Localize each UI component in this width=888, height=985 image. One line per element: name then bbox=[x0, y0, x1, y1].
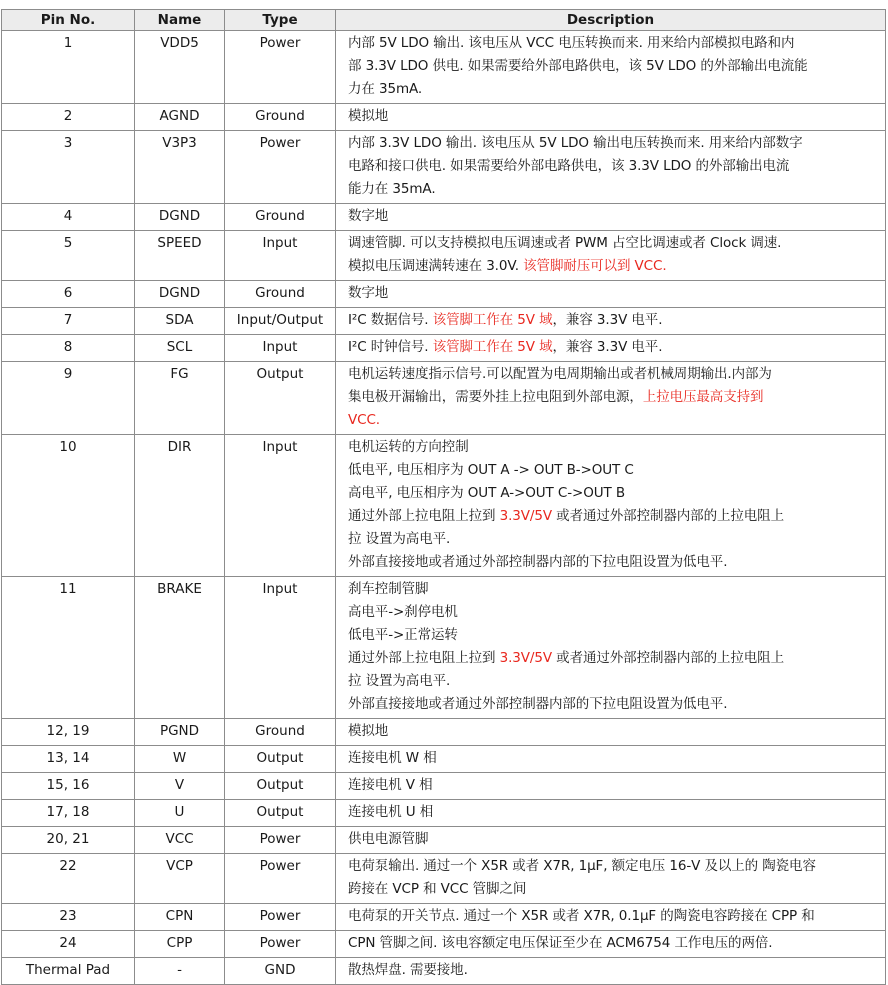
description-text: 能力在 35mA. bbox=[348, 181, 436, 197]
table-row bbox=[2, 746, 886, 773]
header-pin-no: Pin No. bbox=[2, 10, 135, 31]
highlight-text: 3.3V/5V bbox=[499, 508, 552, 524]
pin-type-cell: Ground bbox=[225, 204, 336, 231]
pin-description-cell bbox=[336, 281, 886, 308]
highlight-text: 该管脚工作在 5V 域 bbox=[432, 312, 553, 328]
description-text: 供电电源管脚 bbox=[348, 831, 429, 847]
description-text: 刹车控制管脚 bbox=[348, 581, 429, 597]
pin-description-cell bbox=[336, 931, 886, 958]
description-text: 通过外部上拉电阻上拉到 bbox=[348, 508, 500, 524]
description-line bbox=[348, 436, 881, 459]
description-text: 内部 3.3V LDO 输出. 该电压从 5V LDO 输出电压转换而来. 用来给内部数字 bbox=[348, 135, 803, 151]
pin-number-cell: 4 bbox=[2, 204, 135, 231]
pin-name-cell: VDD5 bbox=[135, 31, 225, 104]
description-line bbox=[348, 482, 881, 505]
description-text: 电机运转速度指示信号.可以配置为电周期输出或者机械周期输出.内部为 bbox=[348, 366, 772, 382]
description-line bbox=[348, 774, 881, 797]
table-row bbox=[2, 31, 886, 104]
description-text: 电荷泵的开关节点. 通过一个 X5R 或者 X7R, 0.1μF 的陶瓷电容跨接在 CPP 和 bbox=[348, 908, 815, 924]
pin-description-cell bbox=[336, 131, 886, 204]
pin-type-cell: Power bbox=[225, 904, 336, 931]
description-text: I²C 数据信号. bbox=[348, 312, 433, 328]
pin-number-cell: 13, 14 bbox=[2, 746, 135, 773]
pin-type-cell: Input bbox=[225, 577, 336, 719]
pin-number-cell: 12, 19 bbox=[2, 719, 135, 746]
pin-type-cell: Ground bbox=[225, 281, 336, 308]
description-line bbox=[348, 336, 881, 359]
pin-description-cell bbox=[336, 308, 886, 335]
pin-name-cell: SPEED bbox=[135, 231, 225, 281]
highlight-text: 该管脚工作在 5V 域 bbox=[432, 339, 553, 355]
description-text: 模拟地 bbox=[348, 723, 389, 739]
description-text: 数字地 bbox=[348, 285, 389, 301]
pin-number-cell: 5 bbox=[2, 231, 135, 281]
pin-number-cell: 10 bbox=[2, 435, 135, 577]
table-row bbox=[2, 854, 886, 904]
pin-number-cell: Thermal Pad bbox=[2, 958, 135, 985]
table-row bbox=[2, 435, 886, 577]
header-name: Name bbox=[135, 10, 225, 31]
pin-number-cell: 24 bbox=[2, 931, 135, 958]
description-text: 连接电机 V 相 bbox=[348, 777, 433, 793]
highlight-text: 该管脚耐压可以到 VCC. bbox=[523, 258, 667, 274]
description-text: 外部直接接地或者通过外部控制器内部的下拉电阻设置为低电平. bbox=[348, 554, 728, 570]
description-text: I²C 时钟信号. bbox=[348, 339, 433, 355]
description-text: 低电平->正常运转 bbox=[348, 627, 458, 643]
description-text: 高电平, 电压相序为 OUT A->OUT C->OUT B bbox=[348, 485, 625, 501]
description-text: 低电平, 电压相序为 OUT A -> OUT B->OUT C bbox=[348, 462, 634, 478]
header-type: Type bbox=[225, 10, 336, 31]
description-line bbox=[348, 78, 881, 101]
description-line bbox=[348, 905, 881, 928]
description-line bbox=[348, 409, 881, 432]
table-row bbox=[2, 231, 886, 281]
table-row bbox=[2, 827, 886, 854]
description-text: 通过外部上拉电阻上拉到 bbox=[348, 650, 500, 666]
description-text: 力在 35mA. bbox=[348, 81, 423, 97]
description-text: 集电极开漏输出，需要外挂上拉电阻到外部电源， bbox=[348, 389, 643, 405]
description-line bbox=[348, 205, 881, 228]
description-line bbox=[348, 693, 881, 716]
pin-type-cell: Output bbox=[225, 746, 336, 773]
pin-description-cell bbox=[336, 773, 886, 800]
table-row bbox=[2, 104, 886, 131]
description-line bbox=[348, 255, 881, 278]
pin-name-cell: BRAKE bbox=[135, 577, 225, 719]
description-line bbox=[348, 670, 881, 693]
description-text: 散热焊盘. 需要接地. bbox=[348, 962, 468, 978]
pin-description-cell bbox=[336, 958, 886, 985]
description-text: 拉 设置为高电平. bbox=[348, 673, 451, 689]
description-line bbox=[348, 363, 881, 386]
table-header-row bbox=[2, 10, 886, 31]
description-line bbox=[348, 155, 881, 178]
pin-description-cell bbox=[336, 204, 886, 231]
table-row bbox=[2, 308, 886, 335]
pin-name-cell: DIR bbox=[135, 435, 225, 577]
pin-description-cell bbox=[336, 904, 886, 931]
pin-description-cell bbox=[336, 335, 886, 362]
description-text: 或者通过外部控制器内部的上拉电阻上 bbox=[551, 508, 784, 524]
description-line bbox=[348, 309, 881, 332]
pin-number-cell: 2 bbox=[2, 104, 135, 131]
pin-name-cell: W bbox=[135, 746, 225, 773]
description-line bbox=[348, 624, 881, 647]
pin-name-cell: SDA bbox=[135, 308, 225, 335]
pin-description-cell bbox=[336, 435, 886, 577]
pin-name-cell: DGND bbox=[135, 204, 225, 231]
pin-name-cell: SCL bbox=[135, 335, 225, 362]
table-row bbox=[2, 204, 886, 231]
description-line bbox=[348, 132, 881, 155]
description-line bbox=[348, 855, 881, 878]
description-text: 高电平->刹停电机 bbox=[348, 604, 458, 620]
description-line bbox=[348, 178, 881, 201]
description-text: 连接电机 U 相 bbox=[348, 804, 434, 820]
pin-type-cell: Input/Output bbox=[225, 308, 336, 335]
pin-type-cell: GND bbox=[225, 958, 336, 985]
pin-type-cell: Output bbox=[225, 362, 336, 435]
description-text: 电荷泵输出. 通过一个 X5R 或者 X7R, 1μF, 额定电压 16-V 及以上的 陶瓷电容 bbox=[348, 858, 816, 874]
description-text: 拉 设置为高电平. bbox=[348, 531, 451, 547]
description-line bbox=[348, 878, 881, 901]
pin-description-cell bbox=[336, 827, 886, 854]
table-row bbox=[2, 904, 886, 931]
pin-type-cell: Power bbox=[225, 31, 336, 104]
description-text: CPN 管脚之间. 该电容额定电压保证至少在 ACM6754 工作电压的两倍. bbox=[348, 935, 773, 951]
pin-number-cell: 7 bbox=[2, 308, 135, 335]
description-text: 数字地 bbox=[348, 208, 389, 224]
pin-type-cell: Input bbox=[225, 335, 336, 362]
pin-name-cell: - bbox=[135, 958, 225, 985]
description-line bbox=[348, 232, 881, 255]
description-text: 电机运转的方向控制 bbox=[348, 439, 469, 455]
table-row bbox=[2, 362, 886, 435]
pin-type-cell: Power bbox=[225, 931, 336, 958]
description-text: 部 3.3V LDO 供电. 如果需要给外部电路供电，该 5V LDO 的外部输出电流能 bbox=[348, 58, 808, 74]
pin-name-cell: VCP bbox=[135, 854, 225, 904]
pin-name-cell: V3P3 bbox=[135, 131, 225, 204]
pin-description-cell bbox=[336, 231, 886, 281]
table-row bbox=[2, 577, 886, 719]
description-text: 模拟地 bbox=[348, 108, 389, 124]
description-line bbox=[348, 386, 881, 409]
pin-name-cell: U bbox=[135, 800, 225, 827]
pin-name-cell: CPP bbox=[135, 931, 225, 958]
description-line bbox=[348, 551, 881, 574]
description-line bbox=[348, 801, 881, 824]
description-text: ，兼容 3.3V 电平. bbox=[552, 339, 663, 355]
description-line bbox=[348, 601, 881, 624]
pin-name-cell: PGND bbox=[135, 719, 225, 746]
pin-number-cell: 11 bbox=[2, 577, 135, 719]
pin-name-cell: AGND bbox=[135, 104, 225, 131]
description-text: 调速管脚. 可以支持模拟电压调速或者 PWM 占空比调速或者 Clock 调速. bbox=[348, 235, 782, 251]
pin-number-cell: 6 bbox=[2, 281, 135, 308]
table-body bbox=[2, 31, 886, 985]
pin-number-cell: 3 bbox=[2, 131, 135, 204]
description-text: 模拟电压调速满转速在 3.0V. bbox=[348, 258, 524, 274]
description-line bbox=[348, 959, 881, 982]
description-line bbox=[348, 459, 881, 482]
pin-number-cell: 23 bbox=[2, 904, 135, 931]
pin-type-cell: Ground bbox=[225, 104, 336, 131]
description-line bbox=[348, 505, 881, 528]
description-text: 外部直接接地或者通过外部控制器内部的下拉电阻设置为低电平. bbox=[348, 696, 728, 712]
highlight-text: 3.3V/5V bbox=[499, 650, 552, 666]
description-text: 内部 5V LDO 输出. 该电压从 VCC 电压转换而来. 用来给内部模拟电路和内 bbox=[348, 35, 795, 51]
description-line bbox=[348, 105, 881, 128]
pin-name-cell: VCC bbox=[135, 827, 225, 854]
pin-name-cell: CPN bbox=[135, 904, 225, 931]
pin-number-cell: 20, 21 bbox=[2, 827, 135, 854]
pin-type-cell: Power bbox=[225, 131, 336, 204]
description-line bbox=[348, 747, 881, 770]
description-line bbox=[348, 55, 881, 78]
description-line bbox=[348, 932, 881, 955]
table-row bbox=[2, 800, 886, 827]
description-line bbox=[348, 647, 881, 670]
table-row bbox=[2, 958, 886, 985]
description-line bbox=[348, 578, 881, 601]
table-row bbox=[2, 281, 886, 308]
table-row bbox=[2, 335, 886, 362]
description-line bbox=[348, 282, 881, 305]
pin-number-cell: 1 bbox=[2, 31, 135, 104]
table-row bbox=[2, 931, 886, 958]
description-text: 连接电机 W 相 bbox=[348, 750, 437, 766]
pin-description-cell bbox=[336, 746, 886, 773]
pin-number-cell: 8 bbox=[2, 335, 135, 362]
pin-description-cell bbox=[336, 800, 886, 827]
pin-number-cell: 22 bbox=[2, 854, 135, 904]
description-line bbox=[348, 528, 881, 551]
table-row bbox=[2, 131, 886, 204]
highlight-text: 上拉电压最高支持到 bbox=[642, 389, 764, 405]
description-text: ，兼容 3.3V 电平. bbox=[552, 312, 663, 328]
pin-description-cell bbox=[336, 104, 886, 131]
table-row bbox=[2, 719, 886, 746]
description-line bbox=[348, 720, 881, 743]
pin-number-cell: 9 bbox=[2, 362, 135, 435]
highlight-text: VCC. bbox=[348, 412, 380, 428]
description-line bbox=[348, 828, 881, 851]
pin-type-cell: Power bbox=[225, 854, 336, 904]
pin-type-cell: Power bbox=[225, 827, 336, 854]
pin-number-cell: 17, 18 bbox=[2, 800, 135, 827]
pin-description-cell bbox=[336, 719, 886, 746]
description-text: 或者通过外部控制器内部的上拉电阻上 bbox=[551, 650, 784, 666]
pin-description-cell bbox=[336, 577, 886, 719]
pin-type-cell: Input bbox=[225, 231, 336, 281]
pin-type-cell: Output bbox=[225, 773, 336, 800]
pin-type-cell: Input bbox=[225, 435, 336, 577]
pin-description-cell bbox=[336, 362, 886, 435]
pin-name-cell: DGND bbox=[135, 281, 225, 308]
header-description: Description bbox=[336, 10, 886, 31]
pin-type-cell: Ground bbox=[225, 719, 336, 746]
table-row bbox=[2, 773, 886, 800]
pin-description-table bbox=[1, 9, 886, 985]
description-line bbox=[348, 32, 881, 55]
pin-name-cell: FG bbox=[135, 362, 225, 435]
pin-name-cell: V bbox=[135, 773, 225, 800]
pin-type-cell: Output bbox=[225, 800, 336, 827]
description-text: 电路和接口供电. 如果需要给外部电路供电，该 3.3V LDO 的外部输出电流 bbox=[348, 158, 790, 174]
pin-number-cell: 15, 16 bbox=[2, 773, 135, 800]
description-text: 跨接在 VCP 和 VCC 管脚之间 bbox=[348, 881, 527, 897]
pin-description-cell bbox=[336, 854, 886, 904]
pin-description-cell bbox=[336, 31, 886, 104]
